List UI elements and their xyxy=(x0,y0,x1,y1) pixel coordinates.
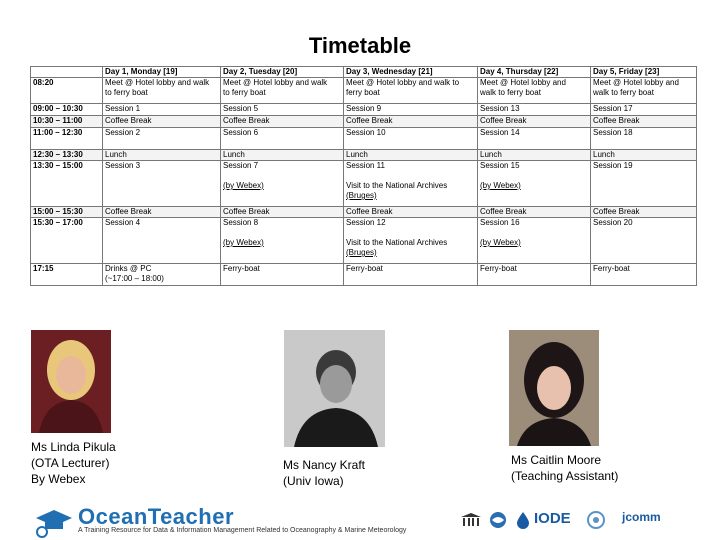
cell-line: Meet @ Hotel lobby and walk to xyxy=(346,78,460,87)
cell-line: Coffee Break xyxy=(346,207,393,216)
cell-line: to ferry boat xyxy=(105,88,148,97)
footer-tagline: A Training Resource for Data & Information Management Related to Oceanography & Marine Meteorology xyxy=(78,527,407,534)
iode-drop-icon xyxy=(515,511,531,529)
table-row xyxy=(31,218,697,264)
table-row xyxy=(31,207,697,218)
jcomm-logo: jcomm xyxy=(622,510,661,524)
cell-line: Session 20 xyxy=(593,218,633,227)
session-cell xyxy=(344,116,478,128)
cell-line: Ferry-boat xyxy=(593,264,630,273)
time-cell: 09:00 – 10:30 xyxy=(31,104,103,116)
cell-line: Session 4 xyxy=(105,218,141,227)
session-cell xyxy=(221,116,344,128)
ioc-icon xyxy=(488,511,508,529)
cell-line: Coffee Break xyxy=(105,116,152,125)
session-cell xyxy=(221,264,344,286)
cell-line: (by Webex) xyxy=(480,181,521,190)
session-cell xyxy=(478,207,591,218)
table-header-cell: Day 4, Thursday [22] xyxy=(478,67,591,78)
cell-line: Session 18 xyxy=(593,128,633,137)
session-cell xyxy=(478,78,591,104)
table-header-cell: Day 2, Tuesday [20] xyxy=(221,67,344,78)
cell-line: Session 9 xyxy=(346,104,382,113)
session-cell xyxy=(344,128,478,150)
time-cell: 17:15 xyxy=(31,264,103,286)
time-cell: 10:30 – 11:00 xyxy=(31,116,103,128)
session-cell xyxy=(478,116,591,128)
photo-nancy-kraft xyxy=(284,330,385,447)
session-cell xyxy=(344,161,478,207)
cell-line: Lunch xyxy=(346,150,368,159)
session-cell xyxy=(221,150,344,161)
table-row xyxy=(31,264,697,286)
session-cell xyxy=(591,218,697,264)
photo-caitlin-moore xyxy=(509,330,599,446)
cell-line xyxy=(223,171,341,181)
session-cell xyxy=(591,128,697,150)
cell-line: Meet @ Hotel lobby and xyxy=(593,78,679,87)
cell-line: walk to ferry boat xyxy=(593,88,654,97)
session-cell xyxy=(344,218,478,264)
session-cell xyxy=(103,207,221,218)
cell-line: Session 14 xyxy=(480,128,520,137)
cell-line: Coffee Break xyxy=(593,116,640,125)
session-cell xyxy=(221,78,344,104)
cell-line xyxy=(480,171,588,181)
session-cell xyxy=(591,150,697,161)
table-row xyxy=(31,116,697,128)
caption-caitlin-moore xyxy=(511,452,618,484)
person-name: Ms Nancy Kraft xyxy=(283,458,366,472)
cell-line: Meet @ Hotel lobby and walk xyxy=(223,78,328,87)
person-name: Ms Caitlin Moore xyxy=(511,453,602,467)
cell-line: Session 15 xyxy=(480,161,520,170)
iode-logo: IODE xyxy=(534,510,571,527)
session-cell xyxy=(591,104,697,116)
cell-line xyxy=(223,228,341,238)
session-cell xyxy=(478,161,591,207)
session-cell xyxy=(344,78,478,104)
session-cell xyxy=(103,128,221,150)
session-cell xyxy=(478,150,591,161)
person-role: (OTA Lecturer) xyxy=(31,456,110,470)
cell-line: Coffee Break xyxy=(105,207,152,216)
cell-line: Session 3 xyxy=(105,161,141,170)
timetable xyxy=(30,66,697,286)
time-cell: 15:30 – 17:00 xyxy=(31,218,103,264)
session-cell xyxy=(591,116,697,128)
time-cell: 11:00 – 12:30 xyxy=(31,128,103,150)
cell-line: (Bruges) xyxy=(346,191,377,200)
session-cell xyxy=(478,128,591,150)
cell-line: Session 19 xyxy=(593,161,633,170)
session-cell xyxy=(221,207,344,218)
cell-line: ferry boat xyxy=(346,88,380,97)
table-row xyxy=(31,161,697,207)
cell-line: Ferry-boat xyxy=(346,264,383,273)
cell-line: Ferry-boat xyxy=(480,264,517,273)
page-title: Timetable xyxy=(308,33,412,58)
session-cell xyxy=(221,104,344,116)
time-cell: 13:30 – 15:00 xyxy=(31,161,103,207)
cell-line: Ferry-boat xyxy=(223,264,260,273)
cell-line: Meet @ Hotel lobby and xyxy=(480,78,566,87)
cell-line xyxy=(346,171,475,181)
cell-line: (~17:00 – 18:00) xyxy=(105,274,164,283)
cell-line: to ferry boat xyxy=(223,88,266,97)
table-row xyxy=(31,78,697,104)
session-cell xyxy=(221,161,344,207)
session-cell xyxy=(103,161,221,207)
cell-line: Session 10 xyxy=(346,128,386,137)
table-header-cell: Day 3, Wednesday [21] xyxy=(344,67,478,78)
cell-line: Visit to the National Archives xyxy=(346,238,448,247)
unesco-icon xyxy=(460,512,482,528)
person-extra: By Webex xyxy=(31,472,86,486)
session-cell xyxy=(478,104,591,116)
cell-line xyxy=(480,228,588,238)
cell-line: (by Webex) xyxy=(223,238,264,247)
cell-line: Session 13 xyxy=(480,104,520,113)
time-cell: 12:30 – 13:30 xyxy=(31,150,103,161)
cell-line: Session 12 xyxy=(346,218,386,227)
cell-line: Lunch xyxy=(223,150,245,159)
session-cell xyxy=(478,218,591,264)
session-cell xyxy=(103,218,221,264)
cell-line: Session 16 xyxy=(480,218,520,227)
cell-line: Session 17 xyxy=(593,104,633,113)
cell-line: Session 8 xyxy=(223,218,259,227)
session-cell xyxy=(103,104,221,116)
table-header-cell xyxy=(31,67,103,78)
cell-line: Drinks @ PC xyxy=(105,264,152,273)
cell-line: Coffee Break xyxy=(593,207,640,216)
cell-line xyxy=(346,228,475,238)
cell-line: (by Webex) xyxy=(223,181,264,190)
time-cell: 15:00 – 15:30 xyxy=(31,207,103,218)
table-row xyxy=(31,104,697,116)
un-emblem-icon xyxy=(586,510,606,530)
session-cell xyxy=(344,207,478,218)
session-cell xyxy=(344,264,478,286)
cell-line: walk to ferry boat xyxy=(480,88,541,97)
time-cell: 08:20 xyxy=(31,78,103,104)
session-cell xyxy=(221,218,344,264)
person-role: (Univ Iowa) xyxy=(283,474,344,488)
session-cell xyxy=(103,264,221,286)
cell-line: Meet @ Hotel lobby and walk xyxy=(105,78,210,87)
cell-line: Session 7 xyxy=(223,161,259,170)
table-row xyxy=(31,128,697,150)
session-cell xyxy=(591,78,697,104)
cell-line: Coffee Break xyxy=(480,207,527,216)
person-name: Ms Linda Pikula xyxy=(31,440,116,454)
session-cell xyxy=(478,264,591,286)
session-cell xyxy=(344,104,478,116)
caption-linda-pikula xyxy=(31,439,116,487)
cell-line: Coffee Break xyxy=(346,116,393,125)
cell-line: Visit to the National Archives xyxy=(346,181,448,190)
cell-line: Coffee Break xyxy=(223,116,270,125)
cell-line: (by Webex) xyxy=(480,238,521,247)
cell-line: Session 2 xyxy=(105,128,141,137)
table-header-row xyxy=(31,67,697,78)
session-cell xyxy=(221,128,344,150)
cell-line: Session 11 xyxy=(346,161,385,170)
table-row xyxy=(31,150,697,161)
session-cell xyxy=(103,78,221,104)
caption-nancy-kraft xyxy=(283,457,365,489)
cell-line: (Bruges) xyxy=(346,248,377,257)
person-role: (Teaching Assistant) xyxy=(511,469,619,483)
cell-line: Session 1 xyxy=(105,104,141,113)
cell-line: Lunch xyxy=(593,150,615,159)
cell-line: Coffee Break xyxy=(480,116,527,125)
session-cell xyxy=(591,264,697,286)
session-cell xyxy=(103,150,221,161)
cell-line: Lunch xyxy=(480,150,502,159)
photo-linda-pikula xyxy=(31,330,111,433)
cell-line: Session 5 xyxy=(223,104,259,113)
ocean-teacher-logo: OceanTeacher xyxy=(78,504,235,529)
session-cell xyxy=(103,116,221,128)
session-cell xyxy=(344,150,478,161)
session-cell xyxy=(591,161,697,207)
cell-line: Coffee Break xyxy=(223,207,270,216)
cell-line: Lunch xyxy=(105,150,127,159)
cell-line: Session 6 xyxy=(223,128,259,137)
table-header-cell: Day 1, Monday [19] xyxy=(103,67,221,78)
table-header-cell: Day 5, Friday [23] xyxy=(591,67,697,78)
ocean-teacher-logo-icon xyxy=(34,508,74,538)
session-cell xyxy=(591,207,697,218)
